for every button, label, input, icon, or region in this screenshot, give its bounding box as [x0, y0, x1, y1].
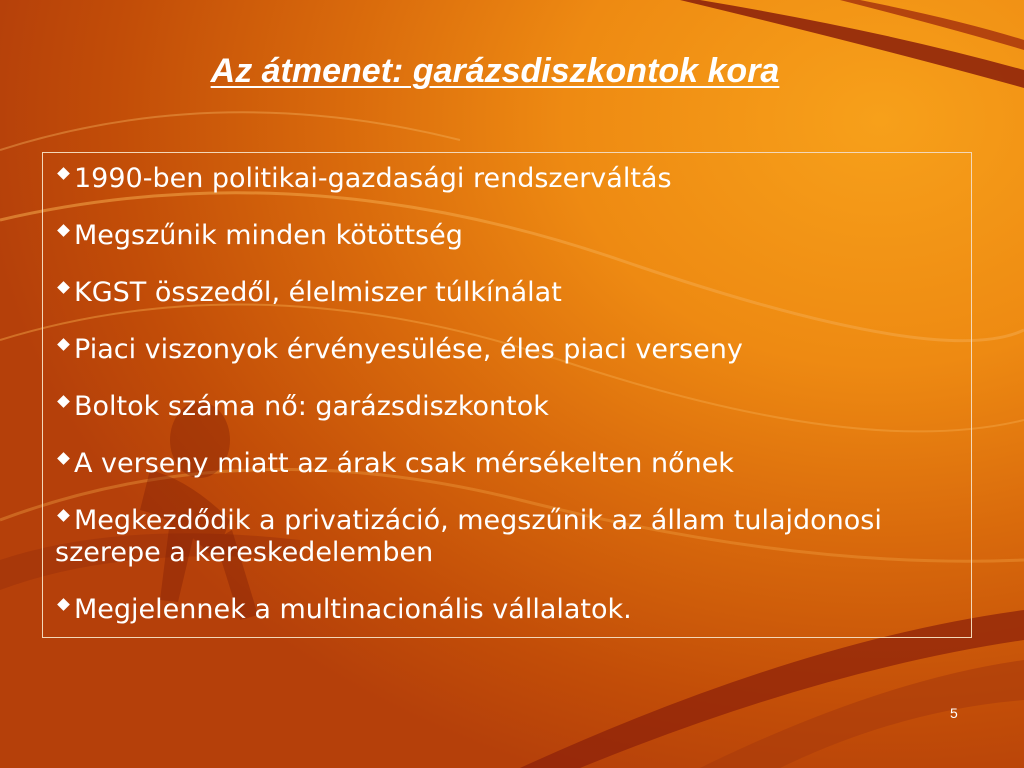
diamond-bullet-icon [57, 509, 70, 522]
list-item [55, 277, 959, 309]
list-item [55, 220, 959, 252]
bullet-text: Megszűnik minden kötöttség [74, 220, 463, 251]
list-item [55, 448, 959, 480]
diamond-bullet-icon [57, 281, 70, 294]
bullet-text: Piaci viszonyok érvényesülése, éles piaci verseny [74, 334, 743, 365]
bullet-text: 1990-ben politikai-gazdasági rendszerváltás [74, 163, 672, 194]
diamond-bullet-icon [57, 338, 70, 351]
slide-title: Az átmenet: garázsdiszkontok kora [210, 52, 780, 90]
bullet-text: A verseny miatt az árak csak mérsékelten nőnek [74, 448, 734, 479]
list-item [55, 505, 959, 569]
list-item [55, 594, 959, 626]
bullet-text: Boltok száma nő: garázsdiszkontok [74, 391, 549, 422]
bullet-text: Megkezdődik a privatizáció, megszűnik az állam tulajdonosi szerepe a kereskedelemben [55, 505, 882, 568]
diamond-bullet-icon [57, 224, 70, 237]
bullet-text: Megjelennek a multinacionális vállalatok. [74, 594, 632, 625]
diamond-bullet-icon [57, 395, 70, 408]
bullet-list [55, 163, 959, 626]
list-item [55, 163, 959, 195]
diamond-bullet-icon [57, 598, 70, 611]
list-item [55, 334, 959, 366]
list-item [55, 391, 959, 423]
diamond-bullet-icon [57, 167, 70, 180]
content-box [42, 152, 972, 638]
page-number: 5 [950, 705, 958, 721]
bullet-text: KGST összedől, élelmiszer túlkínálat [74, 277, 562, 308]
diamond-bullet-icon [57, 452, 70, 465]
